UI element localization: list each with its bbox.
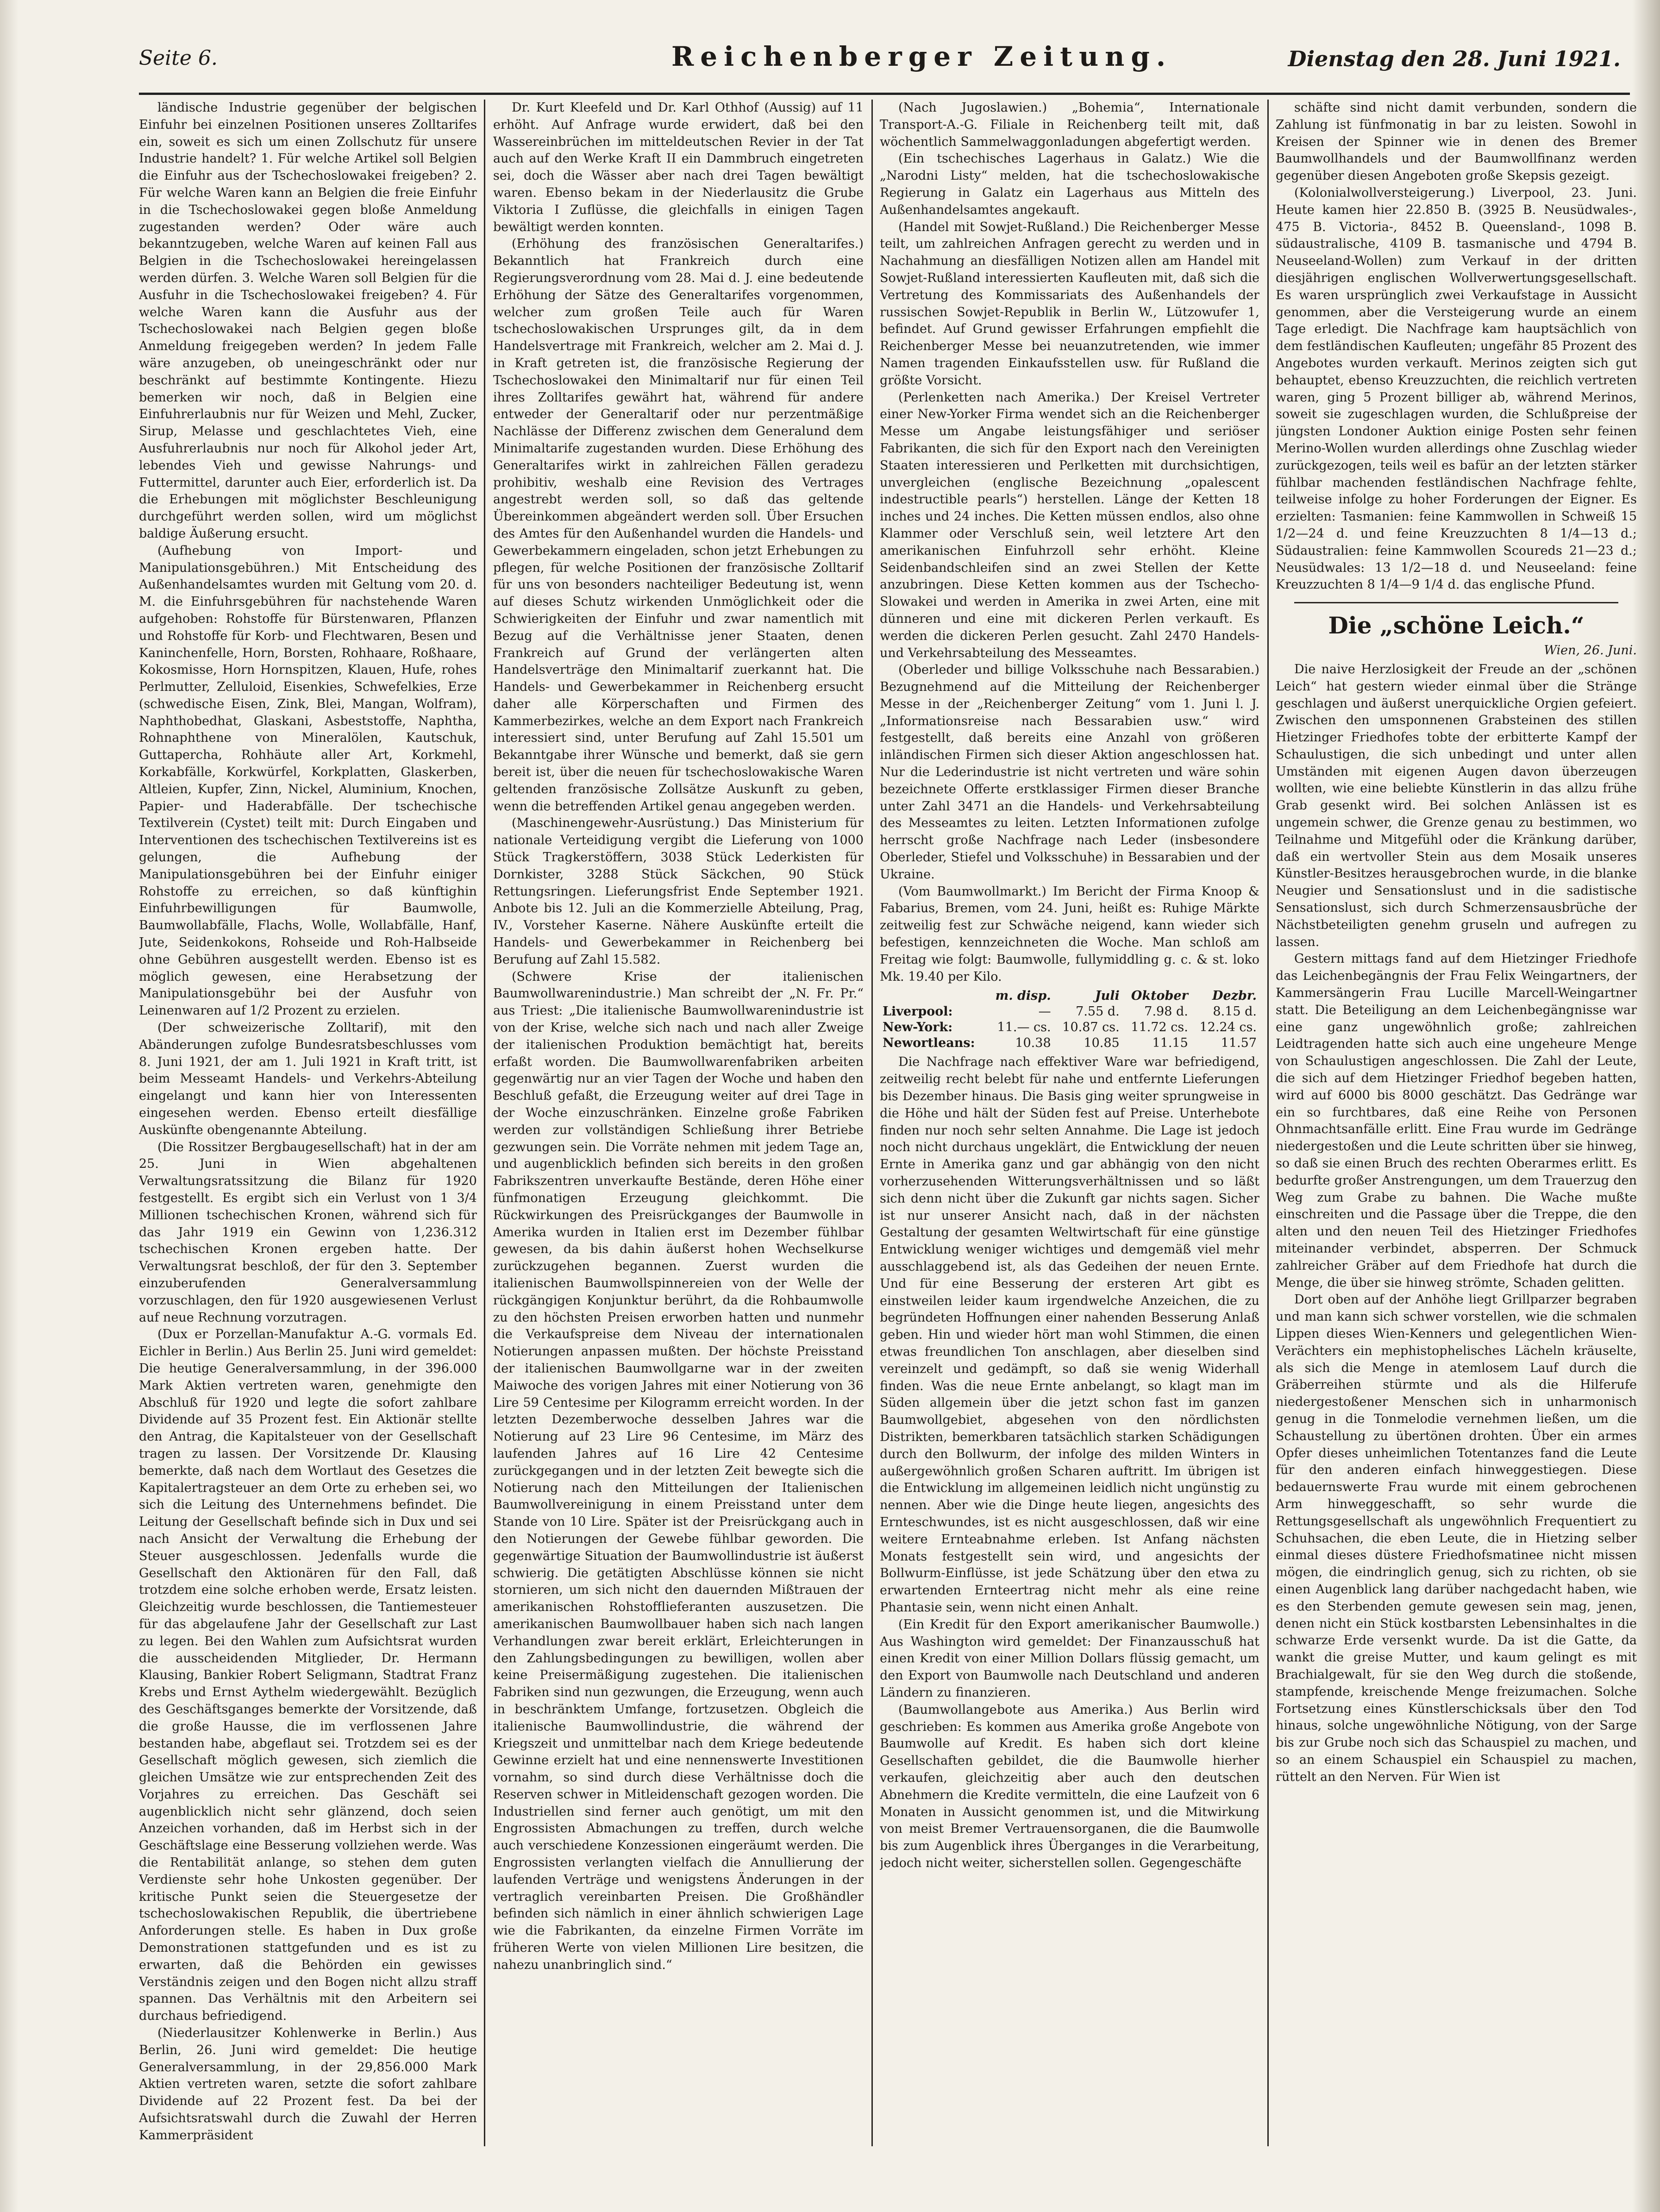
article-paragraph: (Perlenketten nach Amerika.) Der Kreisel Vertreter einer New-Yorker Firma wendet sich an die Reichenberger Messe um Angabe leistungsfähiger und seriöser Fabrikanten, die sich für den Export nach den Vereinigten Staaten interessieren und Perlketten mit durchsichtigen, unvergleichen (englische Bezeichnung „opalescent indestructible pearls“) herstellen. Länge der Ketten 18 inches und 24 inches. Die Ketten müssen endlos, also ohne Klammer oder Verschluß sein, weil letztere Art den amerikanischen Einfuhrzoll sehr erhöht. Kleine Seidenbandschleifen sind an zwei Stellen der Kette anzubringen. Diese Ketten kommen aus der Tschecho-Slowakei und werden in Amerika in zwei Arten, eine mit dünneren und eine mit dickeren Perlen verkauft. Es werden die dickeren Perlen gesucht. Zahl 2470 Handels- und Verkehrsabteilung des Messeamtes. (880, 390, 1259, 660)
section-divider (1294, 602, 1618, 603)
article-paragraph: (Kolonialwollversteigerung.) Liverpool, 23. Juni. Heute kamen hier 22.850 B. (3925 B. Neusüdwales-, 475 B. Victoria-, 8452 B. Queensland-, 1098 B. südaustralische, 4109 B. tasmanische und 4794 B. Neuseeland-Wollen) zum Verkauf in der dritten diesjährigen englischen Wollverwertungsgesellschaft. Es waren ursprünglich zwei Verkaufstage in Aussicht genommen, aber die Versteigerung wurde an einem Tage erledigt. Die Nachfrage kam hauptsächlich von dem festländischen Kaufleuten; ungefähr 85 Prozent des Angebotes wurden verkauft. Merinos zeigten sich gut behauptet, ebenso Kreuzzuchten, die reichlich vertreten waren, ging 5 Prozent billiger ab, während Merinos, soweit sie zugeschlagen wurden, die Schlußpreise der jüngsten Londoner Auktion einige Posten sehr feinen Merino-Wollen wurden allerdings ohne Zuschlag wieder zurückgezogen, teils weil es bafür an der letzten stärker fühlbar machenden festländischen Nachfrage fehlte, teilweise infolge zu hoher Forderungen der Eigner. Es erzielten: Tasmanien: feine Kammwollen in Schweiß 15 1/2—24 d. und feine Kreuzzuchten 8 1/4—13 d.; Südaustralien: feine Kammwollen Scoureds 21—23 d.; Neusüdwales: 13 1/2—18 d. und Neuseeland: feine Kreuzzuchten 8 1/4—9 1/4 d. das englische Pfund. (1276, 185, 1637, 592)
running-header (139, 37, 1621, 88)
article-paragraph: (Niederlausitzer Kohlenwerke in Berlin.) Aus Berlin, 26. Juni wird gemeldet: Die heutige Generalversammlung, in der 29,856.000 Mark Aktien vertreten waren, setzte die sofort zahlbare Dividende auf 22 Prozent fest. Da bei der Aufsichtsratswahl durch die Zuwahl der Herren Kammerpräsident (139, 2026, 477, 2143)
article-paragraph: Die Nachfrage nach effektiver Ware war befriedigend, zeitweilig recht belebt für nahe und entfernte Lieferungen bis Dezember hinaus. Die Basis ging weiter sprungweise in die Höhe und hält der Süden fest auf Preise. Unterhebote finden nur noch sehr selten Annahme. Die Lage ist jedoch noch nicht durchaus ungeklärt, die Entwicklung der neuen Ernte in Amerika ganz und gar abhängig von den nicht vorherzusehenden Witterungsverhältnissen und so läßt sich denn nicht über die Zukunft gar nichts sagen. Sicher ist nur unserer Ansicht nach, daß in der nächsten Gestaltung der gesamten Weltwirtschaft für eine günstige Entwicklung weniger wichtiges und demgemäß viel mehr ausschlaggebend ist, als das Gedeihen der neuen Ernte. Und für eine Besserung der ersteren Art gibt es einstweilen leider kaum irgendwelche Anzeichen, die zu begründeten Hoffnungen einer nahenden Besserung Anlaß geben. Hin und wieder hört man wohl Stimmen, die einen etwas freundlichen Ton anschlagen, aber dieselben sind vereinzelt und gedämpft, so daß sie wenig Widerhall finden. Was die neue Ernte anbelangt, so klagt man im Süden allgemein über die jetzt schon fast im ganzen Baumwollgebiet, abgesehen von den nördlichsten Distrikten, bemerkbaren tatsächlich starken Schädigungen durch den Bollwurm, der infolge des milden Winters in außergewöhnlich großen Scharen auftritt. Im übrigen ist die Entwicklung im allgemeinen leidlich nicht ungünstig zu nennen. Aber wie die Dinge heute liegen, angesichts des Ernteschwundes, ist es nicht ausgeschlossen, daß wir eine weitere Ernteabnahme erleben. Ist Anfang nächsten Monats festgestellt sein wird, und angesichts der Bollwurm-Einflüsse, ist jede Schätzung über den etwa zu erwartenden Ernteertrag nicht mehr als eine reine Phantasie sein, wenn nicht einen Anhalt. (880, 1055, 1259, 1615)
table-cell: 11.15 (1152, 1036, 1188, 1051)
column-rule-2 (871, 100, 873, 2146)
table-cell: 7.55 d. (1076, 1004, 1120, 1019)
table-cell: 12.24 cs. (1199, 1020, 1257, 1035)
article-paragraph: (Ein tschechisches Lagerhaus in Galatz.) Wie die „Narodni Listy“ melden, hat die tschechoslowakische Regierung in Galatz ein Lagerhaus aus Mitteln des Außenhandelsamtes angekauft. (880, 151, 1259, 217)
article-paragraph: (Der schweizerische Zolltarif), mit den Abänderungen zufolge Bundesratsbeschlusses vom 8. Juni 1921, der am 1. Juli 1921 in Kraft tritt, ist beim Messeamt Handels- und Verkehrs-Abteilung eingelangt und kann hier von Interessenten eingesehen werden. Ebenso erteilt diesfällige Auskünfte obengenannte Abteilung. (139, 1021, 477, 1137)
table-header-row (880, 988, 1259, 1004)
article-paragraph: (Handel mit Sowjet-Rußland.) Die Reichenberger Messe teilt, um zahlreichen Anfragen gerecht zu werden und in Nachahmung an diesfälligen Notizen allen am Handel mit Sowjet-Rußland interessierten Kaufleuten mit, daß sich die Vertretung des Kommissariats des Außenhandels der russischen Sowjet-Republik in Berlin W., Lützowufer 1, befindet. Auf Grund gewisser Erfahrungen empfiehlt die Reichenberger Messe bei neuanzutretenden, wie immer Namen tragenden Einkaufsstellen usw. für Rußland die größte Vorsicht. (880, 219, 1259, 388)
article-paragraph: (Vom Baumwollmarkt.) Im Bericht der Firma Knoop & Fabarius, Bremen, vom 24. Juni, heißt es: Ruhige Märkte zeitweilig fest zur Schwäche neigend, kann wieder sich befestigen, kennzeichneten die Woche. Man schloß am Freitag wie folgt: Baumwolle, fullymiddling g. c. & st. loko Mk. 19.40 per Kilo. (880, 884, 1259, 984)
article-paragraph: Dr. Kurt Kleefeld und Dr. Karl Othhof (Aussig) auf 11 erhöht. Auf Anfrage wurde erwidert, daß bei den Wassereinbrüchen im mitteldeutschen Revier in der Tat auch auf den Werke Kraft II ein Dammbruch eingetreten sei, doch die Wässer aber nach drei Tagen bewältigt waren. Ebenso bekam in der Niederlausitz die Grube Viktoria I Zuflüsse, die gleichfalls in einigen Tagen bewältigt werden konnten. (493, 100, 864, 234)
article-paragraph: ländische Industrie gegenüber der belgischen Einfuhr bei einzelnen Positionen unseres Zolltarifes ein, soweit es sich um einen Zollschutz für unsere Industrie handelt? 1. Für welche Artikel soll Belgien die Einfuhr aus der Tschechoslowakei freigeben? 2. Für welche Waren kann an Belgien die freie Einfuhr in die Tschechoslowakei gegen bloße Anmeldung zugestanden werden? Oder wäre auch bekanntzugeben, welche Waren auf keinen Fall aus Belgien in die Tschechoslowakei hereingelassen werden dürfen. 3. Welche Waren soll Belgien für die Ausfuhr in die Tschechoslowakei freigeben? 4. Für welche Waren kann die Ausfuhr aus der Tschechoslowakei nach Belgien gegen bloße Anmeldung freigegeben werden? In jedem Falle wäre anzugeben, ob uneingeschränkt oder nur beschränkt auf bestimmte Kontingente. Hiezu bemerken wir noch, daß in Belgien eine Einfuhrerlaubnis nur für Weizen und Mehl, Zucker, Sirup, Melasse und geschlachtetes Vieh, eine Ausfuhrerlaubnis nur noch für Alkohol jeder Art, lebendes Vieh und gewisse Nahrungs- und Futtermittel, darunter auch Eier, erforderlich ist. Da die Erhebungen mit möglichster Beschleunigung durchgeführt werden sollen, wird um möglichst baldige Äußerung ersucht. (139, 100, 477, 541)
table-cell: 11.— cs. (997, 1020, 1051, 1035)
column-1 (139, 100, 477, 2146)
column-rule-1 (484, 100, 485, 2146)
table-header-cell: Oktober (1131, 989, 1188, 1003)
column-3 (880, 100, 1259, 2146)
scan-edge-left (0, 0, 19, 2212)
table-cell: Liverpool: (883, 1004, 953, 1019)
table-cell: 10.87 cs. (1062, 1020, 1120, 1035)
table-header-cell: Dezbr. (1212, 989, 1257, 1003)
column-4 (1276, 100, 1637, 2146)
issue-date: Dienstag den 28. Juni 1921. (1288, 46, 1621, 71)
article-paragraph: (Erhöhung des französischen Generaltarifes.) Bekanntlich hat Frankreich durch eine Regierungsverordnung vom 28. Mai d. J. eine bedeutende Erhöhung der Sätze des Generaltarifes vorgenommen, welcher zum großen Teile auch für Waren tschechoslowakischen Ursprunges gilt, da in dem Handelsvertrage mit Frankreich, welcher am 2. Mai d. J. in Kraft getreten ist, die französische Regierung der Tschechoslowakei den Minimaltarif nur für einen Teil ihres Zolltarifes gewährt hat, während für andere entweder der Generaltarif oder nur perzentmäßige Nachlässe der Differenz zwischen dem Generalund dem Minimaltarife zugestanden wurden. Diese Erhöhung des Generaltarifes wirkt in zahlreichen Fällen geradezu prohibitiv, weshalb eine Revision des Vertrages angestrebt werden soll, so daß das geltende Übereinkommen abgeändert werden soll. Über Ersuchen des Amtes für den Außenhandel wurden die Handels- und Gewerbekammern eingeladen, schon jetzt Erhebungen zu pflegen, für welche Positionen der französische Zolltarif für uns von besonders nachteiliger Bedeutung ist, wenn auf dieses Schutz wirkenden Unmöglichkeit oder die Schwierigkeiten der Einfuhr und zwar namentlich mit Bezug auf die Verhältnisse jener Staaten, denen Frankreich auf Grund der verlängerten alten Handelsverträge den Minimaltarif zuerkannt hat. Die Handels- und Gewerbekammer in Reichenberg ersucht daher alle Körperschaften und Firmen des Kammerbezirkes, welche an dem Export nach Frankreich interessiert sind, unter Berufung auf Zahl 15.501 um Bekanntgabe ihrer Wünsche und bemerkt, daß sie gern bereit ist, über die neuen für tschechoslowakische Waren geltenden französische Zollsätze Auskunft zu geben, wenn die betreffenden Artikel genau angegeben werden. (493, 237, 864, 814)
table-header-cell: m. disp. (995, 989, 1051, 1003)
article-paragraph: schäfte sind nicht damit verbunden, sondern die Zahlung ist fünfmonatig in bar zu leisten. Sowohl in Kreisen der Spinner wie in denen des Bremer Baumwollhandels und der Baumwollfinanz werden gegenüber diesen Angeboten große Skepsis gezeigt. (1276, 100, 1637, 183)
table-header-cell (880, 988, 987, 1004)
table-cell: 7.98 d. (1144, 1004, 1188, 1019)
feature-dateline: Wien, 26. Juni. (1544, 643, 1637, 658)
feature-headline: Die „schöne Leich.“ (1328, 612, 1585, 639)
article-paragraph: (Maschinengewehr-Ausrüstung.) Das Ministerium für nationale Verteidigung vergibt die Lieferung von 1000 Stück Tragkerstöffern, 3038 Stück Lederkisten für Dornkister, 3288 Stück Säckchen, 90 Stück Rettungsringen. Lieferungsfrist Ende September 1921. Anbote bis 12. Juli an die Kommerzielle Abteilung, Prag, IV., Vorsteher Kaserne. Nähere Auskünfte erteilt die Handels- und Gewerbekammer in Reichenberg bei Berufung auf Zahl 15.582. (493, 816, 864, 967)
newspaper-title: Reichenberger Zeitung. (671, 41, 1172, 72)
table-header-cell: Juli (1095, 989, 1120, 1003)
table-cell: 10.85 (1084, 1036, 1120, 1051)
page-number: Seite 6. (139, 46, 218, 70)
table-cell: 11.57 (1221, 1036, 1257, 1051)
table-cell: 8.15 d. (1213, 1004, 1257, 1019)
article-paragraph: Die naive Herzlosigkeit der Freude an der „schönen Leich“ hat gestern wieder einmal über die Stränge geschlagen und äußerst unerquickliche Orgien gefeiert. Zwischen den umsponnenen Grabsteinen des stillen Hietzinger Friedhofes tobte der erbitterte Kampf der Schaulustigen, die sich unbedingt und unter allen Umständen mit eigenen Augen davon überzeugen wollten, wie eine beliebte Künstlerin in das allzu frühe Grab gesenkt wird. Bei solchen Anlässen ist es ungemein schwer, die Grenze genau zu bestimmen, wo Teilnahme und Mitgefühl oder die Kränkung darüber, daß ein wertvoller Stein aus dem Mosaik unseres Künstler-Besitzes herausgebrochen wurde, in die blanke Neugier und Sensationslust und in die sadistische Sensationslust, sich durch Schmerzensausbrüche der Nächstbeteiligten genehm gruseln und aufregen zu lassen. (1276, 662, 1637, 949)
table-cell: 10.38 (1015, 1036, 1051, 1051)
article-paragraph: Gestern mittags fand auf dem Hietzinger Friedhofe das Leichenbegängnis der Frau Felix Weingartners, der Kammersängerin Frau Lucille Marcell-Weingartner statt. Die Beteiligung an dem Leichenbegängnisse war eine ganz ungewöhnlich große; zahlreichen Leidtragenden hatte sich auch eine ungeheure Menge von Schaulustigen angeschlossen. Die Zahl der Leute, die sich auf dem Hietzinger Friedhof begeben hatten, wird auf 6000 bis 8000 geschätzt. Das Gedränge war ein so furchtbares, daß eine Reihe von Personen Ohnmachtsanfälle erlitt. Eine Frau wurde im Gedränge niedergestoßen und die Leute schritten über sie hinweg, so daß sie einen Bruch des rechten Oberarmes erlitt. Es bedurfte großer Anstrengungen, um dem Trauerzug den Weg zum Grabe zu bahnen. Die Wache mußte einschreiten und die Passage über die Treppe, die den alten und den neuen Teil des Hietzinger Friedhofes miteinander verbindet, absperren. Der Schmuck zahlreicher Gräber auf dem Friedhofe hat durch die Menge, die über sie hinweg strömte, Schaden gelitten. (1276, 952, 1637, 1290)
article-paragraph: (Ein Kredit für den Export amerikanischer Baumwolle.) Aus Washington wird gemeldet: Der Finanzausschuß hat einen Kredit von einer Million Dollars flüssig gemacht, um den Export von Baumwolle nach Deutschland und anderen Ländern zu finanzieren. (880, 1617, 1259, 1700)
article-paragraph: (Die Rossitzer Bergbaugesellschaft) hat in der am 25. Juni in Wien abgehaltenen Verwaltungsratssitzung die Bilanz für 1920 festgestellt. Es ergibt sich ein Verlust von 1 3/4 Millionen tschechischen Kronen, während sich für das Jahr 1919 ein Gewinn von 1,236.312 tschechischen Kronen ergeben hatte. Der Verwaltungsrat beschloß, der für den 3. September einzuberufenden Generalversammlung vorzuschlagen, den für 1920 ausgewiesenen Verlust auf neue Rechnung vorzutragen. (139, 1140, 477, 1325)
article-paragraph: Dort oben auf der Anhöhe liegt Grillparzer begraben und man kann sich schwer vorstellen, wie die schmalen Lippen dieses Wien-Kenners und gelegentlichen Wien-Verächters ein mephistophelisches Lächeln kräuselte, als sich die Menge in atemlosem Lauf durch die Gräberreihen stürmte und als die Hilferufe niedergestoßener Menschen sich in unharmonisch genug in die Tonmelodie vernehmen ließen, um die Schaustellung zu übertönen drohten. Über ein armes Opfer dieses unheimlichen Totentanzes fand die Leute für den anderen einfach hinweggestiegen. Diese bedauernswerte Frau wurde mit einem gebrochenen Arm hinweggeschafft, so sehr wurde die Rettungsgesellschaft als ungewöhnlich Frequentiert zu Schuhsachen, die eben Leute, die in Hietzing selber einmal dieses düstere Friedhofsmatinee nicht missen mögen, die eindringlich genug, sich zu richten, ob sie einen Augenblick lang darüber nachgedacht haben, wie es den Sterbenden gemute gewesen sein mag, jenen, denen nicht ein Stück kostbarsten Lebensinhaltes in die schwarze Erde versenkt wurde. Da ist die Gatte, da wankt die greise Mutter, und kaum gelingt es mit Brachialgewalt, für sie den Weg durch die stoßende, stampfende, kreischende Menge freizumachen. Solche Fortsetzung eines Künstlerschicksals über den Tod hinaus, solche ungewöhnliche Nötigung, von der Sarge bis zur Grube noch sich das Schauspiel zu machen, und so an einem Schauspiel ein Schauspiel zu machen, rüttelt an den Nerven. Für Wien ist (1276, 1292, 1637, 1784)
table-row (880, 1004, 1259, 1020)
header-rule (139, 93, 1630, 95)
article-paragraph: (Baumwollangebote aus Amerika.) Aus Berlin wird geschrieben: Es kommen aus Amerika große Angebote von Baumwolle auf Kredit. Es haben sich dort kleine Gesellschaften gebildet, die die Baumwolle hierher verkaufen, gleichzeitig aber auch den deutschen Abnehmern die Kredite vermitteln, die eine Laufzeit von 6 Monaten in Aussicht genommen ist, und die Mitwirkung von meist Bremer Vertrauensorganen, die die Baumwolle bis zum Augenblick ihres Überganges in die Verarbeitung, jedoch nicht weiter, sicherstellen sollen. Gegengeschäfte (880, 1702, 1259, 1870)
article-paragraph: (Nach Jugoslawien.) „Bohemia“, Internationale Transport-A.-G. Filiale in Reichenberg teilt mit, daß wöchentlich Sammelwaggonladungen abgefertigt werden. (880, 100, 1259, 149)
table-cell: New-York: (883, 1020, 953, 1035)
cotton-price-table (880, 988, 1259, 1051)
table-cell: — (1038, 1004, 1051, 1019)
table-row (880, 1020, 1259, 1035)
article-paragraph: (Schwere Krise der italienischen Baumwollwarenindustrie.) Man schreibt der „N. Fr. Pr.“ aus Triest: „Die italienische Baumwollwarenindustrie ist von der Krise, welche sich nach und nach aller Zweige der italienischen Produktion bemächtigt hat, bereits erfaßt worden. Die Baumwollwarenfabriken arbeiten gegenwärtig nur an vier Tagen der Woche und haben den Beschluß gefaßt, die Erzeugung weiter auf drei Tage in der Woche einzuschränken. Einzelne große Fabriken werden zur vollständigen Schließung ihrer Betriebe gezwungen sein. Die Vorräte nehmen mit jedem Tage an, und augenblicklich befinden sich bereits in den großen Fabrikszentren unverkaufte Bestände, deren Höhe einer fünfmonatigen Erzeugung gleichkommt. Die Rückwirkungen des Preisrückganges der Baumwolle in Amerika wurden in Italien erst im Dezember fühlbar gewesen, da bis dahin äußerst hohen Wechselkurse zurückzugehen begannen. Zuerst wurden die italienischen Baumwollspinnereien von der Welle der rückgängigen Konjunktur berührt, da die Rohbaumwolle zu den höchsten Preisen erworben hatten und nunmehr die Verkaufspreise dem Niveau der internationalen Notierungen anpassen mußten. Der höchste Preisstand der italienischen Baumwollgarne war in der zweiten Maiwoche des vorigen Jahres mit einer Notierung von 36 Lire 59 Centesime per Kilogramm erreicht worden. In der letzten Dezemberwoche desselben Jahres war die Notierung auf 23 Lire 96 Centesime, im März des laufenden Jahres auf 16 Lire 42 Centesime zurückgegangen und in der letzten Zeit bewegte sich die Notierung nach den Mitteilungen der Italienischen Baumwollvereinigung in einem Preisstand unter dem Stande von 10 Lire. Später ist der Preisrückgang auch in den Notierungen der Gewebe fühlbar geworden. Die gegenwärtige Situation der Baumwollindustrie ist äußerst schwierig. Die getätigten Abschlüsse können sie nicht stornieren, um sich nicht den dauernden Mißtrauen der amerikanischen Rohstofflieferanten auszusetzen. Die amerikanischen Baumwollbauer haben sich nach langen Verhandlungen zwar bereit erklärt, Erleichterungen in den Zahlungsbedingungen zu bewilligen, wollen aber keine Preisermäßigung zugestehen. Die italienischen Fabriken sind nun gezwungen, die Erzeugung, wenn auch in beschränktem Umfange, fortzusetzen. Obgleich die italienische Baumwollindustrie, die während der Kriegszeit und unmittelbar nach dem Kriege bedeutende Gewinne erzielt hat und eine nennenswerte Investitionen vornahm, so sind durch diese Verhältnisse doch die Reserven schwer in Mitleidenschaft gezogen worden. Die Industriellen sind ferner auch genötigt, um mit den Engrossisten Abmachungen zu treffen, durch welche auch verschiedene Konzessionen eingeräumt werden. Die Engrossisten verlangten vielfach die Annullierung der laufenden Verträge und wenigstens Änderungen in der vertraglich vereinbarten Preisen. Die Großhändler befinden sich nämlich in einer ähnlich schwierigen Lage wie die Fabrikanten, da einzelne Firmen Vorräte im früheren Werte von vielen Millionen Lire besitzen, die nahezu unanbringlich sind.“ (493, 969, 864, 1972)
column-rule-3 (1267, 100, 1269, 2146)
table-row (880, 1035, 1259, 1051)
article-paragraph: (Oberleder und billige Volksschuhe nach Bessarabien.) Bezugnehmend auf die Mitteilung der Reichenberger Messe in der „Reichenberger Zeitung“ vom 1. Juni l. J. „Informationsreise nach Bessarabien usw.“ wird festgestellt, daß bereits eine Anzahl von größeren inländischen Firmen sich dieser Aktion angeschlossen hat. Nur die Lederindustrie ist nicht vertreten und wäre sohin bezeichnete Offerte erstklassiger Firmen dieser Branche unter Zahl 3471 an die Handels- und Verkehrsabteilung des Messeamtes zu leiten. Letzten Informationen zufolge herrscht große Nachfrage nach Leder (insbesondere Oberleder, Stiefel und Volksschuhe) in Bessarabien und der Ukraine. (880, 663, 1259, 882)
table-cell: 11.72 cs. (1131, 1020, 1188, 1035)
article-paragraph: (Aufhebung von Import- und Manipulationsgebühren.) Mit Entscheidung des Außenhandelsamtes wurden mit Geltung vom 20. d. M. die Einfuhrsgebühren für nachstehende Waren aufgehoben: Rohstoffe für Bürstenwaren, Pflanzen und Rohstoffe für Korb- und Flechtwaren, Besen und Kaninchenfelle, Horn, Borsten, Rohhaare, Roßhaare, Kokosmisse, Horn Hornspitzen, Klauen, Hufe, rohes Perlmutter, Zelluloid, Eisenkies, Schwefelkies, Erze (schwedische Eisen, Zink, Blei, Mangan, Wolfram), Naphthobedhat, Glaskani, Asbeststoffe, Naphtha, Rohnaphthene von Mineralölen, Kautschuk, Guttapercha, Rohhäute aller Art, Korkmehl, Korkabfälle, Korkwürfel, Korkplatten, Glaskerben, Altleien, Kupfer, Zinn, Nickel, Aluminium, Knochen, Papier- und Haderabfälle. Der tschechische Textilverein (Cystet) teilt mit: Durch Eingaben und Interventionen des tschechischen Textilvereins ist es gelungen, die Aufhebung der Manipulationsgebühren bei der Einfuhr einiger Rohstoffe zu erreichen, so daß künftighin Einfuhrbewilligungen für Baumwolle, Baumwollabfälle, Flachs, Wolle, Wollabfälle, Hanf, Jute, Seidenkokons, Rohseide und Roh-Halbseide ohne Gebühren ausgestellt werden. Ebenso ist es möglich gewesen, eine Herabsetzung der Manipulationsgebühr bei der Ausfuhr von Leinenwaren auf 1/2 Prozent zu erzielen. (139, 543, 477, 1018)
article-paragraph: (Dux er Porzellan-Manufaktur A.-G. vormals Ed. Eichler in Berlin.) Aus Berlin 25. Juni wird gemeldet: Die heutige Generalversammlung, in der 396.000 Mark Aktien vertreten waren, genehmigte den Abschluß für 1920 und legte die sofort zahlbare Dividende auf 35 Prozent fest. Ein Aktionär stellte den Antrag, die Kapitalsteuer von der Gesellschaft tragen zu lassen. Der Vorsitzende Dr. Klausing bemerkte, daß nach dem Wortlaut des Gesetzes die Kapitalertragsteuer an dem Orte zu erheben sei, wo sich die Leitung des Unternehmens befindet. Die Leitung der Gesellschaft befinde sich in Dux und sei nach Ansicht der Verwaltung die Erhebung der Steuer ausgeschlossen. Jedenfalls wurde die Gesellschaft den Aktionären für den Fall, daß trotzdem eine solche erhoben werde, Ersatz leisten. Gleichzeitig wurde beschlossen, die Tantiemesteuer für das abgelaufene Jahr der Gesellschaft zur Last zu legen. Bei den Wahlen zum Aufsichtsrat wurden die ausscheidenden Mitglieder, Dr. Hermann Klausing, Bankier Robert Seligmann, Stadtrat Franz Krebs und Ernst Aythelm wiedergewählt. Bezüglich des Geschäftsganges bemerkte der Vorsitzende, daß die große Hausse, die im verflossenen Jahre bestanden habe, abgeflaut sei. Trotzdem sei es der Gesellschaft möglich gewesen, sich ziemlich die gleichen Umsätze wie zur entsprechenden Zeit des Vorjahres zu erreichen. Das Geschäft sei augenblicklich nicht sehr glänzend, doch seien Anzeichen vorhanden, daß im Herbst sich in der Geschäftslage eine Besserung vollziehen werde. Was die Rentabilität anlange, so stehen dem guten Verdienste sehr hohe Unkosten gegenüber. Der kritische Punkt seien die Steuergesetze der tschechoslowakischen Republik, die übertriebene Anforderungen stelle. Es haben in Dux große Demonstrationen stattgefunden und es ist zu erwarten, daß die Behörden ein gewisses Verständnis zeigen und den Bogen nicht allzu straff spannen. Das Verhältnis mit den Arbeitern sei durchaus befriedigend. (139, 1327, 477, 2024)
table-cell: Newortleans: (883, 1036, 975, 1051)
column-2 (493, 100, 864, 2146)
